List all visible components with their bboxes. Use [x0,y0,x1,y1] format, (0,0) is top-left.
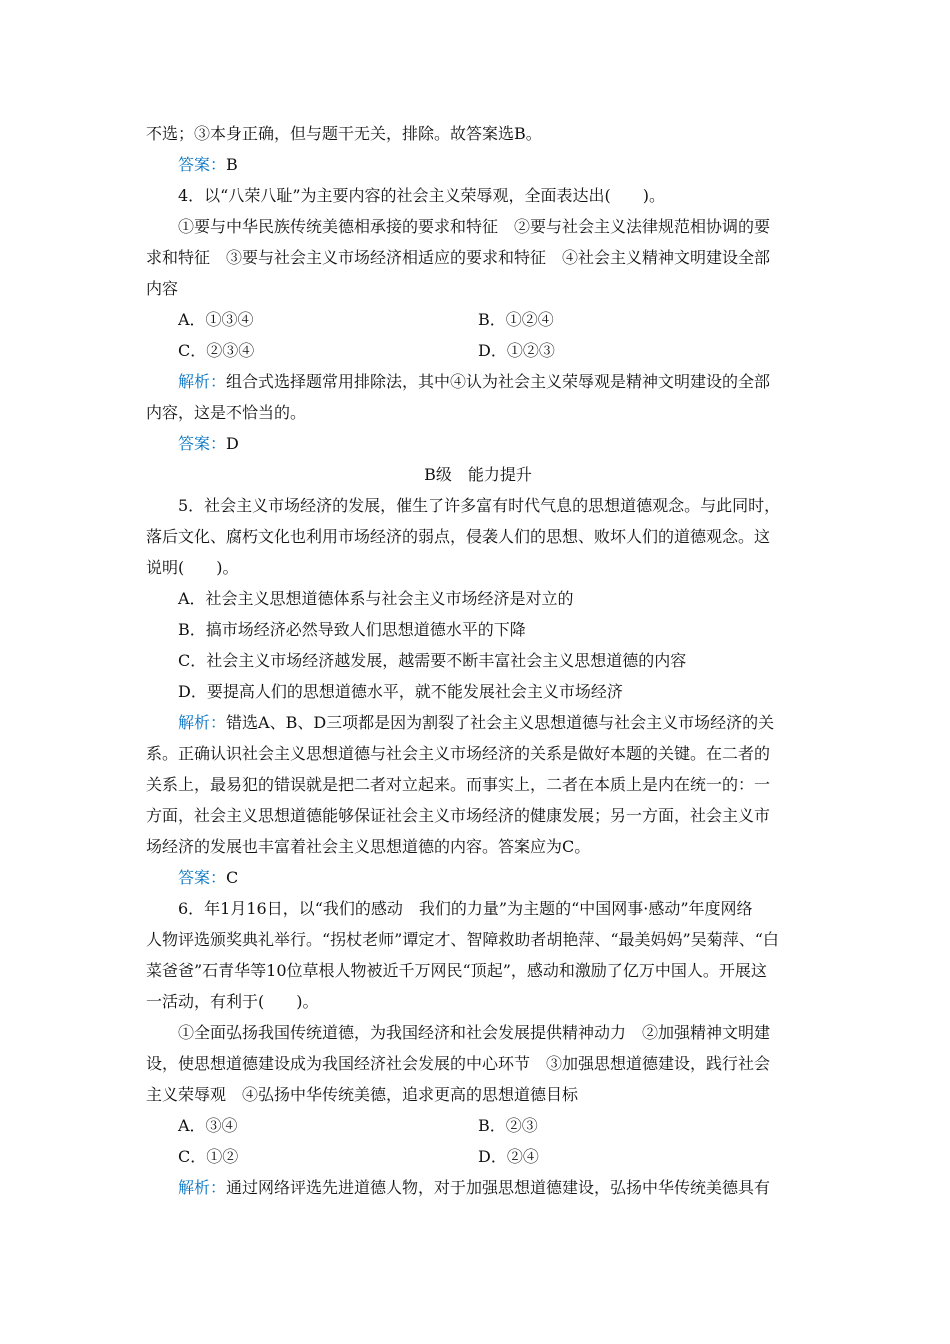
line-label: 解析： [178,372,227,391]
line-label: 解析： [178,1178,227,1197]
line-text: 场经济的发展也丰富着社会主义思想道德的内容。答案应为C。 [146,837,591,856]
line-text: 说明( )。 [146,558,239,577]
text-line [146,924,810,955]
answer-option: A．③④ [178,1116,238,1135]
line-text: C．社会主义市场经济越发展，越需要不断丰富社会主义思想道德的内容 [178,651,687,670]
labeled-line [146,1172,810,1203]
answer-option: C．②③④ [178,341,255,360]
document-body [146,118,810,1203]
line-text: 系。正确认识社会主义思想道德与社会主义市场经济的关系是做好本题的关键。在二者的 [146,744,771,763]
line-text: 关系上，最易犯的错误就是把二者对立起来。而事实上，二者在本质上是内在统一的：一 [146,775,771,794]
text-line [146,893,810,924]
labeled-line [146,428,810,459]
text-line [146,552,810,583]
text-line [146,397,810,428]
line-label: 答案： [178,868,227,887]
line-text: 求和特征 ③要与社会主义市场经济相适应的要求和特征 ④社会主义精神文明建设全部 [146,248,771,267]
answer-options-row [146,1141,810,1172]
text-line [146,769,810,800]
line-text: 5．社会主义市场经济的发展，催生了许多富有时代气息的思想道德观念。与此同时， [178,496,781,515]
line-label: 答案： [178,155,227,174]
line-text: 4．以“八荣八耻”为主要内容的社会主义荣辱观，全面表达出( )。 [178,186,666,205]
line-text: 错选A、B、D三项都是因为割裂了社会主义思想道德与社会主义市场经济的关 [226,713,775,732]
section-heading: B级 能力提升 [424,465,532,484]
text-line [146,521,810,552]
labeled-line [146,862,810,893]
answer-options-row [146,304,810,335]
text-line [146,490,810,521]
line-label: 答案： [178,434,227,453]
answer-options-row [146,1110,810,1141]
line-text: A．社会主义思想道德体系与社会主义市场经济是对立的 [178,589,574,608]
answer-option: B．②③ [478,1116,538,1135]
answer-option: B．①②④ [478,310,554,329]
answer-options-row [146,335,810,366]
line-text: B [226,155,238,174]
line-text: 6．年1月16日，以“我们的感动 我们的力量”为主题的“中国网事·感动”年度网络 [178,899,753,918]
line-text: C [226,868,239,887]
text-line [146,614,810,645]
text-line [146,180,810,211]
labeled-line [146,366,810,397]
line-text: 通过网络评选先进道德人物，对于加强思想道德建设，弘扬中华传统美德具有 [226,1178,771,1197]
line-text: 人物评选颁奖典礼举行。“拐杖老师”谭定才、智障救助者胡艳萍、“最美妈妈”吴菊萍、“白 [146,930,779,949]
text-line [146,1048,810,1079]
line-text: ①要与中华民族传统美德相承接的要求和特征 ②要与社会主义法律规范相协调的要 [178,217,771,236]
line-text: 组合式选择题常用排除法，其中④认为社会主义荣辱观是精神文明建设的全部 [226,372,771,391]
answer-option: D．②④ [478,1147,539,1166]
line-text: 内容，这是不恰当的。 [146,403,307,422]
text-line [146,676,810,707]
line-label: 解析： [178,713,227,732]
labeled-line [146,707,810,738]
text-line [146,273,810,304]
text-line [146,1079,810,1110]
line-text: B．搞市场经济必然导致人们思想道德水平的下降 [178,620,526,639]
text-line [146,211,810,242]
line-text: 主义荣辱观 ④弘扬中华传统美德，追求更高的思想道德目标 [146,1085,579,1104]
text-line [146,986,810,1017]
line-text: 不选；③本身正确，但与题干无关，排除。故答案选B。 [146,124,542,143]
line-text: 方面，社会主义思想道德能够保证社会主义市场经济的健康发展；另一方面，社会主义市 [146,806,771,825]
line-text: 一活动，有利于( )。 [146,992,319,1011]
text-line [146,831,810,862]
text-line [146,118,810,149]
line-text: D．要提高人们的思想道德水平，就不能发展社会主义市场经济 [178,682,623,701]
line-text: D [226,434,239,453]
labeled-line [146,149,810,180]
answer-option: D．①②③ [478,341,555,360]
text-line [146,242,810,273]
line-text: 落后文化、腐朽文化也利用市场经济的弱点，侵袭人们的思想、败坏人们的道德观念。这 [146,527,771,546]
text-line [146,800,810,831]
line-text: 设，使思想道德建设成为我国经济社会发展的中心环节 ③加强思想道德建设，践行社会 [146,1054,771,1073]
text-line [146,955,810,986]
text-line [146,645,810,676]
line-text: 内容 [146,279,179,298]
text-line [146,1017,810,1048]
text-line [146,738,810,769]
line-text: 菜爸爸”石青华等10位草根人物被近千万网民“顶起”，感动和激励了亿万中国人。开展这 [146,961,767,980]
answer-option: C．①② [178,1147,239,1166]
line-text: ①全面弘扬我国传统道德，为我国经济和社会发展提供精神动力 ②加强精神文明建 [178,1023,771,1042]
text-line [146,583,810,614]
answer-option: A．①③④ [178,310,254,329]
